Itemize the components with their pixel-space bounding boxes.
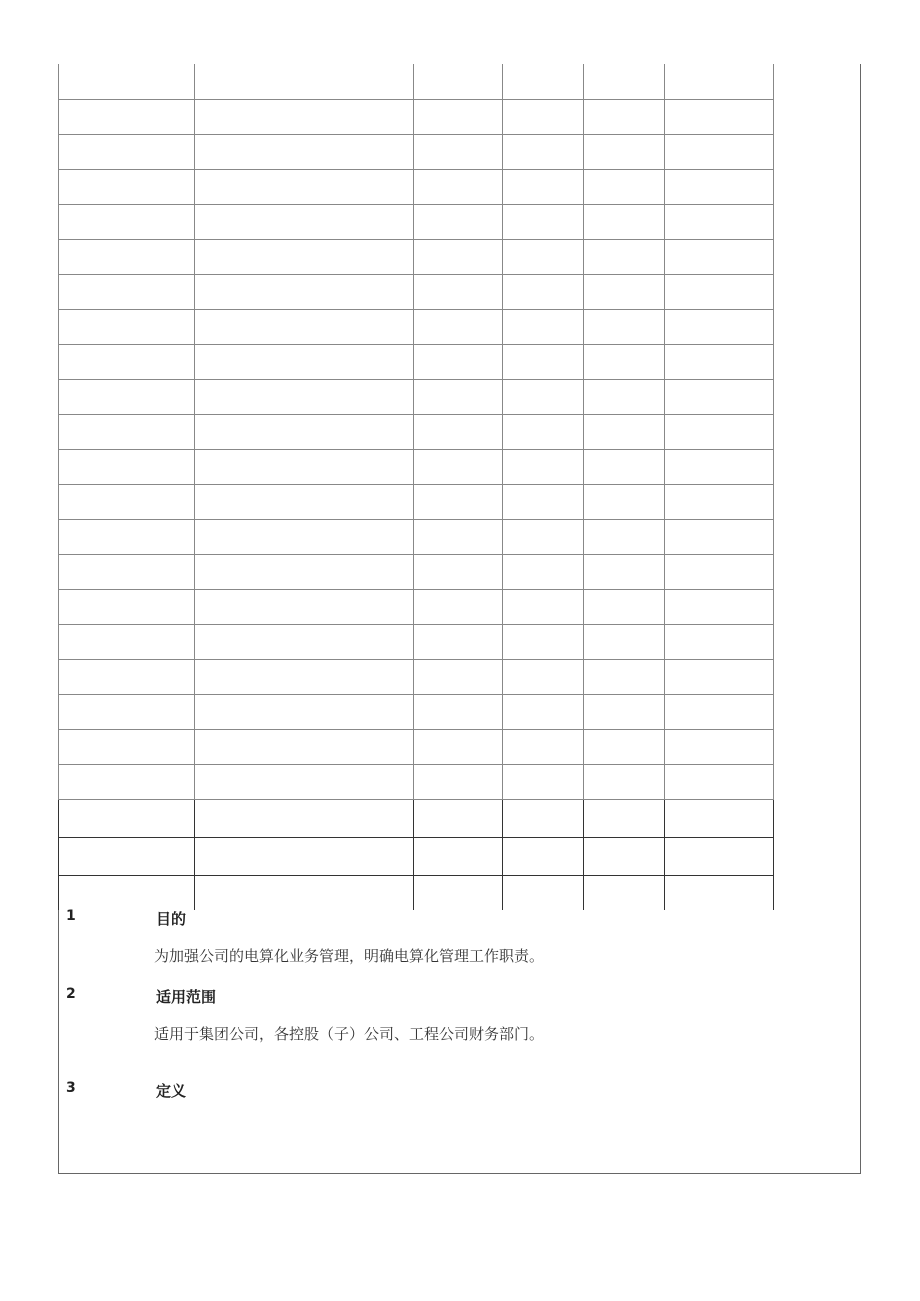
table-cell bbox=[584, 204, 665, 239]
table-cell bbox=[665, 379, 774, 414]
table-cell bbox=[584, 379, 665, 414]
table-cell bbox=[503, 64, 584, 99]
table-body bbox=[59, 64, 774, 910]
table-cell bbox=[195, 519, 414, 554]
table-cell bbox=[59, 449, 195, 484]
table-cell bbox=[414, 99, 503, 134]
table-cell bbox=[503, 799, 584, 837]
table-cell bbox=[414, 344, 503, 379]
table-cell bbox=[414, 519, 503, 554]
blank-form-table bbox=[58, 64, 774, 910]
table-cell bbox=[414, 134, 503, 169]
table-cell bbox=[503, 694, 584, 729]
table-cell bbox=[59, 169, 195, 204]
table-cell bbox=[59, 554, 195, 589]
table-cell bbox=[414, 309, 503, 344]
table-cell bbox=[195, 837, 414, 875]
table-cell bbox=[195, 875, 414, 910]
table-cell bbox=[584, 484, 665, 519]
table-cell bbox=[503, 134, 584, 169]
table-cell bbox=[414, 875, 503, 910]
table-cell bbox=[59, 519, 195, 554]
table-cell bbox=[665, 274, 774, 309]
table-cell bbox=[59, 484, 195, 519]
table-cell bbox=[414, 484, 503, 519]
table-cell bbox=[665, 659, 774, 694]
table-cell bbox=[414, 414, 503, 449]
table-cell bbox=[59, 799, 195, 837]
table-cell bbox=[665, 837, 774, 875]
table-cell bbox=[414, 554, 503, 589]
table-cell bbox=[665, 449, 774, 484]
table-cell bbox=[665, 169, 774, 204]
table-cell bbox=[59, 837, 195, 875]
table-cell bbox=[59, 134, 195, 169]
frame-right-border bbox=[860, 64, 861, 1174]
table-cell bbox=[584, 414, 665, 449]
table-cell bbox=[665, 239, 774, 274]
table-cell bbox=[414, 169, 503, 204]
table-cell bbox=[584, 99, 665, 134]
table-cell bbox=[503, 554, 584, 589]
table-row bbox=[59, 659, 774, 694]
table-row bbox=[59, 309, 774, 344]
table-cell bbox=[503, 449, 584, 484]
section-body: 适用于集团公司，各控股（子）公司、工程公司财务部门。 bbox=[154, 1025, 545, 1043]
table-cell bbox=[195, 449, 414, 484]
table-cell bbox=[665, 519, 774, 554]
table-cell bbox=[59, 64, 195, 99]
table-cell bbox=[584, 134, 665, 169]
table-cell bbox=[503, 519, 584, 554]
frame-bottom-border bbox=[58, 1173, 861, 1174]
table-cell bbox=[584, 309, 665, 344]
table-cell bbox=[503, 837, 584, 875]
table-row bbox=[59, 799, 774, 837]
table-cell bbox=[584, 694, 665, 729]
table-cell bbox=[503, 659, 584, 694]
table-cell bbox=[503, 624, 584, 659]
table-row bbox=[59, 484, 774, 519]
table-cell bbox=[414, 624, 503, 659]
table-cell bbox=[195, 414, 414, 449]
table-cell bbox=[584, 875, 665, 910]
table-cell bbox=[584, 274, 665, 309]
table-cell bbox=[584, 589, 665, 624]
table-row bbox=[59, 344, 774, 379]
section-number: 3 bbox=[66, 1080, 76, 1096]
table-cell bbox=[195, 239, 414, 274]
table-cell bbox=[503, 589, 584, 624]
section-number: 1 bbox=[66, 908, 76, 924]
table-cell bbox=[414, 694, 503, 729]
table-cell bbox=[195, 134, 414, 169]
table-cell bbox=[665, 204, 774, 239]
table-cell bbox=[665, 694, 774, 729]
table-row bbox=[59, 274, 774, 309]
table-cell bbox=[665, 64, 774, 99]
table-cell bbox=[59, 344, 195, 379]
table-cell bbox=[59, 659, 195, 694]
table-cell bbox=[584, 344, 665, 379]
table-cell bbox=[584, 449, 665, 484]
table-cell bbox=[665, 344, 774, 379]
table-row bbox=[59, 875, 774, 910]
table-cell bbox=[414, 64, 503, 99]
table-cell bbox=[195, 729, 414, 764]
table-cell bbox=[665, 414, 774, 449]
table-cell bbox=[503, 484, 584, 519]
table-cell bbox=[414, 204, 503, 239]
table-cell bbox=[414, 274, 503, 309]
table-cell bbox=[414, 379, 503, 414]
table-row bbox=[59, 204, 774, 239]
table-row bbox=[59, 729, 774, 764]
table-row bbox=[59, 694, 774, 729]
table-cell bbox=[665, 764, 774, 799]
table-cell bbox=[503, 764, 584, 799]
table-row bbox=[59, 764, 774, 799]
table-cell bbox=[195, 554, 414, 589]
table-cell bbox=[414, 764, 503, 799]
table-cell bbox=[503, 274, 584, 309]
table-row bbox=[59, 554, 774, 589]
table-cell bbox=[414, 837, 503, 875]
table-cell bbox=[195, 64, 414, 99]
table-cell bbox=[195, 99, 414, 134]
table-cell bbox=[59, 729, 195, 764]
table-cell bbox=[195, 694, 414, 729]
table-cell bbox=[414, 589, 503, 624]
table-row bbox=[59, 99, 774, 134]
table-cell bbox=[584, 837, 665, 875]
table-cell bbox=[584, 729, 665, 764]
table-row bbox=[59, 519, 774, 554]
section-heading: 目的 bbox=[156, 910, 187, 928]
table-row bbox=[59, 134, 774, 169]
section-body: 为加强公司的电算化业务管理，明确电算化管理工作职责。 bbox=[154, 947, 545, 965]
table-cell bbox=[584, 659, 665, 694]
table-cell bbox=[414, 799, 503, 837]
table-cell bbox=[414, 239, 503, 274]
table-cell bbox=[665, 875, 774, 910]
table-cell bbox=[503, 729, 584, 764]
table-cell bbox=[195, 624, 414, 659]
table-cell bbox=[665, 554, 774, 589]
table-cell bbox=[414, 659, 503, 694]
table-cell bbox=[584, 799, 665, 837]
table-cell bbox=[665, 799, 774, 837]
table-cell bbox=[503, 204, 584, 239]
table-cell bbox=[503, 414, 584, 449]
table-row bbox=[59, 64, 774, 99]
table-cell bbox=[584, 519, 665, 554]
table-cell bbox=[665, 729, 774, 764]
table-cell bbox=[195, 379, 414, 414]
table-row bbox=[59, 837, 774, 875]
table-cell bbox=[59, 379, 195, 414]
table-cell bbox=[195, 799, 414, 837]
table-row bbox=[59, 589, 774, 624]
table-cell bbox=[195, 344, 414, 379]
section-heading: 定义 bbox=[156, 1082, 187, 1100]
table-cell bbox=[59, 204, 195, 239]
table-cell bbox=[195, 659, 414, 694]
table-cell bbox=[584, 764, 665, 799]
table-cell bbox=[195, 589, 414, 624]
table-cell bbox=[59, 99, 195, 134]
table-cell bbox=[503, 99, 584, 134]
section-heading: 适用范围 bbox=[156, 988, 217, 1006]
table-cell bbox=[195, 169, 414, 204]
table-cell bbox=[584, 169, 665, 204]
table-cell bbox=[59, 309, 195, 344]
table-cell bbox=[584, 239, 665, 274]
table-cell bbox=[503, 379, 584, 414]
table-cell bbox=[59, 414, 195, 449]
table-cell bbox=[584, 554, 665, 589]
table-row bbox=[59, 449, 774, 484]
table-cell bbox=[584, 64, 665, 99]
table-cell bbox=[665, 589, 774, 624]
table-cell bbox=[503, 239, 584, 274]
table-cell bbox=[59, 875, 195, 910]
table-row bbox=[59, 624, 774, 659]
table-cell bbox=[195, 309, 414, 344]
table-row bbox=[59, 239, 774, 274]
table-row bbox=[59, 169, 774, 204]
table-cell bbox=[59, 274, 195, 309]
table-cell bbox=[195, 274, 414, 309]
section-number: 2 bbox=[66, 986, 76, 1002]
table-cell bbox=[414, 729, 503, 764]
table-cell bbox=[665, 99, 774, 134]
table-cell bbox=[665, 484, 774, 519]
table-row bbox=[59, 414, 774, 449]
table-cell bbox=[59, 764, 195, 799]
table-cell bbox=[665, 134, 774, 169]
table-cell bbox=[59, 694, 195, 729]
table-cell bbox=[195, 484, 414, 519]
table-row bbox=[59, 379, 774, 414]
table-cell bbox=[59, 589, 195, 624]
table-cell bbox=[503, 169, 584, 204]
table-cell bbox=[195, 764, 414, 799]
table-cell bbox=[503, 344, 584, 379]
table-cell bbox=[503, 875, 584, 910]
table-cell bbox=[665, 309, 774, 344]
table-cell bbox=[195, 204, 414, 239]
table-cell bbox=[59, 624, 195, 659]
table-cell bbox=[59, 239, 195, 274]
table-cell bbox=[665, 624, 774, 659]
table-cell bbox=[503, 309, 584, 344]
table-cell bbox=[414, 449, 503, 484]
table-cell bbox=[584, 624, 665, 659]
